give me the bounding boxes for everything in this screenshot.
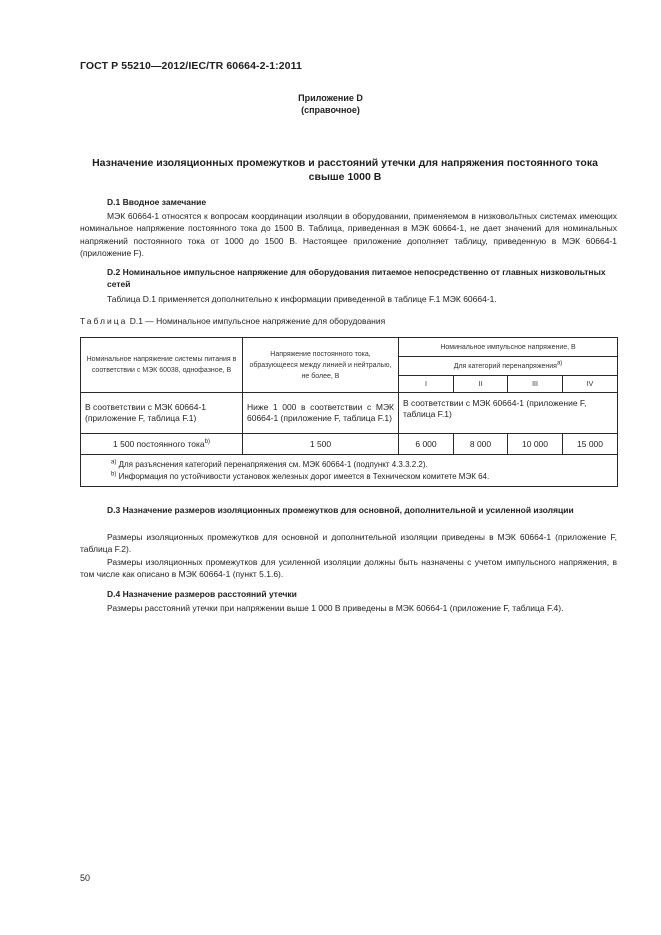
category-ii: II <box>454 376 508 393</box>
col-header-nominal-voltage: Номинальное напряжение системы питания в соответствии с МЭК 60038, однофазное, В <box>81 338 243 393</box>
section-d2-heading: D.2 Номинальное импульсное напряжение для оборудования питаемое непосредственно от главных низковольтных сетей <box>107 267 606 289</box>
table-row <box>81 434 618 455</box>
table-footnotes <box>81 455 618 487</box>
row1-nominal-voltage: В соответствии с МЭК 60664-1 (приложение F, таблица F.1) <box>81 393 243 434</box>
row2-nominal-voltage-text: 1 500 постоянного тока <box>113 439 205 449</box>
section-d3-text-2: Размеры изоляционных промежутков для усиленной изоляции должны быть назначены с учетом импульсного напряжения, в том числе как описано в МЭК 60664-1 (пункт 5.1.6). <box>80 557 617 580</box>
row2-value-iii: 10 000 <box>508 434 563 455</box>
section-d2-text: Таблица D.1 применяется дополнительно к информации приведенной в таблице F.1 МЭК 60664-1. <box>107 294 497 304</box>
page-number: 50 <box>80 873 91 883</box>
row2-nominal-voltage <box>81 434 243 455</box>
footnote-b-text: Информация по устойчивости установок железных дорог имеется в Техническом комитете МЭК 64. <box>116 471 490 481</box>
category-header-text: Для категорий перенапряжения <box>453 362 557 370</box>
category-iv: IV <box>563 376 618 393</box>
table-row <box>81 393 618 434</box>
footnote-b-mark: b) <box>111 470 117 477</box>
section-d4-heading: D.4 Назначение размеров расстояний утечки <box>107 589 297 599</box>
col-header-category <box>399 357 618 376</box>
category-header-sup: a) <box>556 360 563 367</box>
appendix-title: Приложение D <box>298 93 363 103</box>
footnote-a <box>111 459 613 471</box>
footnote-b <box>111 471 613 483</box>
impulse-voltage-table <box>80 337 618 487</box>
footnote-a-text: Для разъяснения категорий перенапряжения см. МЭК 60664-1 (подпункт 4.3.3.2.2). <box>116 460 428 469</box>
section-d3-text-1: Размеры изоляционных промежутков для основной и дополнительной изоляции приведены в МЭК 60664-1 (приложение F, таблица F.2). <box>80 532 617 555</box>
section-d1-text: МЭК 60664-1 относятся к вопросам координации изоляции в оборудовании, применяемом в низковольтных системах имеющих номинальное напряжение постоянного тока до 1500 В. Таблица, приведенная в МЭК 60664-1, не дает значений для номинальных напряжений постоянного тока от 1000 до 1500 В. Настоящее приложение дополняет таблицу, приведенную в МЭК 60664-1 (приложение F). <box>80 211 617 259</box>
row1-dc-voltage: Ниже 1 000 в соответствии с МЭК 60664-1 (приложение F, таблица F.1) <box>243 393 399 434</box>
section-d4-text: Размеры расстояний утечки при напряжении выше 1 000 В приведены в МЭК 60664-1 (приложение F, таблица F.4). <box>107 603 564 613</box>
table-caption-text: D.1 — Номинальное импульсное напряжение для оборудования <box>127 316 386 326</box>
table-caption <box>80 316 385 326</box>
row2-value-i: 6 000 <box>399 434 454 455</box>
document-header: ГОСТ Р 55210—2012/IEC/TR 60664-2-1:2011 <box>80 60 302 72</box>
appendix-subtitle: (справочное) <box>301 105 360 115</box>
row2-value-ii: 8 000 <box>454 434 508 455</box>
col-header-dc-voltage: Напряжение постоянного тока, образующееся между линией и нейтралью, не более, В <box>243 338 399 393</box>
category-iii: III <box>508 376 563 393</box>
row2-value-iv: 15 000 <box>563 434 618 455</box>
footnote-a-mark: a) <box>111 459 117 466</box>
col-header-impulse-voltage: Номинальное импульсное напряжение, В <box>399 338 618 357</box>
table-caption-prefix: Таблица <box>80 316 128 326</box>
row1-impulse-voltage: В соответствии с МЭК 60664-1 (приложение F, таблица F.1) <box>399 393 618 434</box>
row2-dc-voltage: 1 500 <box>243 434 399 455</box>
category-i: I <box>399 376 454 393</box>
appendix-main-title: Назначение изоляционных промежутков и расстояний утечки для напряжения постоянного тока свыше 1000 В <box>92 157 598 183</box>
row2-nominal-voltage-sup: b) <box>204 439 210 446</box>
section-d3-heading: D.3 Назначение размеров изоляционных промежутков для основной, дополнительной и усиленной изоляции <box>107 505 574 515</box>
section-d1-heading: D.1 Вводное замечание <box>107 197 207 207</box>
